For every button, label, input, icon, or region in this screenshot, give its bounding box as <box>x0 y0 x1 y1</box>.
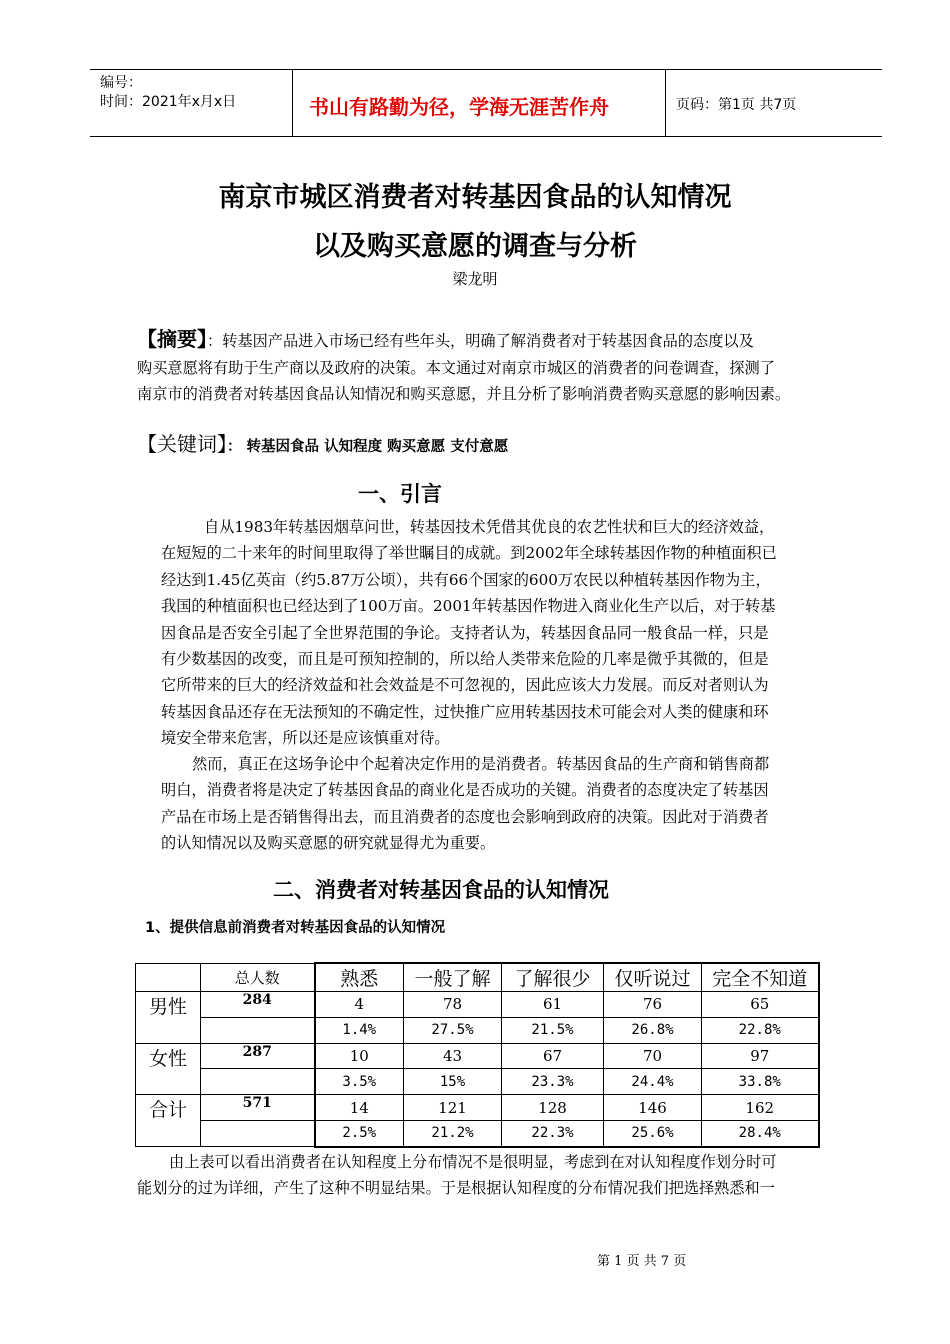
count-cell: 162 <box>702 1095 819 1121</box>
header-number-label: 编号： <box>100 75 142 91</box>
count-cell: 128 <box>502 1095 604 1121</box>
table-header-cell: 仅听说过 <box>604 963 702 992</box>
table-header-cell: 完全不知道 <box>702 963 819 992</box>
percent-cell: 22.8% <box>702 1017 819 1043</box>
header-divider-2 <box>665 69 666 136</box>
percent-cell: 15% <box>404 1069 502 1095</box>
abstract-block <box>137 326 790 408</box>
after-table-line: 由上表可以看出消费者在认知程度上分布情况不是很明显，考虑到在对认知程度作划分时可 <box>169 1153 777 1171</box>
percent-cell: 3.5% <box>315 1069 404 1095</box>
count-cell: 67 <box>502 1043 604 1069</box>
p1-line: 在短短的二十来年的时间里取得了举世瞩目的成就。到2002年全球转基因作物的种植面积已 <box>161 544 777 563</box>
table-header-cell: 总人数 <box>201 963 315 992</box>
p1-line: 有少数基因的改变，而且是可预知控制的，所以给人类带来危险的几率是微乎其微的，但是 <box>161 650 769 669</box>
p1-line: 转基因食品还存在无法预知的不确定性，过快推广应用转基因技术可能会对人类的健康和环 <box>161 702 769 721</box>
count-cell: 121 <box>404 1095 502 1121</box>
table-header-cell: 了解很少 <box>502 963 604 992</box>
table-row <box>136 1095 819 1121</box>
table-row <box>136 1069 819 1095</box>
percent-cell: 28.4% <box>702 1120 819 1146</box>
header-bottom-rule <box>90 136 882 137</box>
count-cell: 14 <box>315 1095 404 1121</box>
p1-line: 我国的种植面积也已经达到了100万亩。2001年转基因作物进入商业化生产以后，对于转基 <box>161 597 776 616</box>
p1-line: 它所带来的巨大的经济效益和社会效益是不可忽视的，因此应该大力发展。而反对者则认为 <box>161 676 769 695</box>
awareness-table <box>135 962 820 1148</box>
count-cell: 4 <box>315 992 404 1018</box>
abstract-line-2: 购买意愿将有助于生产商以及政府的决策。本文通过对南京市城区的消费者的问卷调查，探测了 <box>137 359 775 377</box>
header-time-label: 时间：2021年x月x日 <box>100 94 237 110</box>
count-cell: 78 <box>404 992 502 1018</box>
count-cell: 43 <box>404 1043 502 1069</box>
empty-cell <box>201 1120 315 1146</box>
keywords-label: 【关键词】 <box>137 432 227 456</box>
table-row <box>136 992 819 1018</box>
row-label: 男性 <box>136 992 201 1044</box>
keywords-text: ： 转基因食品 认知程度 购买意愿 支付意愿 <box>227 439 509 455</box>
count-cell: 146 <box>604 1095 702 1121</box>
row-label: 女性 <box>136 1043 201 1095</box>
abstract-line-3: 南京市的消费者对转基因食品认知情况和购买意愿，并且分析了影响消费者购买意愿的影响因素。 <box>137 385 791 404</box>
p2-line: 的认知情况以及购买意愿的研究就显得尤为重要。 <box>161 834 496 853</box>
page-title-line-1: 南京市城区消费者对转基因食品的认知情况 <box>218 182 732 213</box>
header-motto: 书山有路勤为径，学海无涯苦作舟 <box>309 95 609 119</box>
table-row <box>136 1017 819 1043</box>
keywords-block <box>137 428 508 457</box>
table-header-cell: 一般了解 <box>404 963 502 992</box>
header-top-rule <box>90 69 882 70</box>
count-cell: 97 <box>702 1043 819 1069</box>
after-table-paragraph <box>137 1149 857 1202</box>
table-row <box>136 1120 819 1146</box>
p1-line: 自从1983年转基因烟草问世，转基因技术凭借其优良的农艺性状和巨大的经济效益， <box>204 518 775 536</box>
page-footer: 第 1 页 共 7 页 <box>597 1254 687 1269</box>
percent-cell: 21.2% <box>404 1120 502 1146</box>
section-heading-intro: 一、引言 <box>358 482 442 506</box>
table-header-row <box>136 963 819 992</box>
percent-cell: 22.3% <box>502 1120 604 1146</box>
percent-cell: 21.5% <box>502 1017 604 1043</box>
empty-cell <box>201 1017 315 1043</box>
total-cell: 571 <box>201 1095 315 1121</box>
percent-cell: 24.4% <box>604 1069 702 1095</box>
percent-cell: 1.4% <box>315 1017 404 1043</box>
intro-paragraph-1 <box>161 514 861 752</box>
intro-paragraph-2 <box>161 751 861 857</box>
percent-cell: 23.3% <box>502 1069 604 1095</box>
p2-line: 然而，真正在这场争论中个起着决定作用的是消费者。转基因食品的生产商和销售商都 <box>192 755 770 773</box>
p2-line: 明白，消费者将是决定了转基因食品的商业化是否成功的关键。消费者的态度决定了转基因 <box>161 781 769 800</box>
count-cell: 70 <box>604 1043 702 1069</box>
table-header-cell <box>136 963 201 992</box>
count-cell: 76 <box>604 992 702 1018</box>
table-row <box>136 1043 819 1069</box>
percent-cell: 25.6% <box>604 1120 702 1146</box>
p2-line: 产品在市场上是否销售得出去，而且消费者的态度也会影响到政府的决策。因此对于消费者 <box>161 807 769 826</box>
empty-cell <box>201 1069 315 1095</box>
abstract-line-1: ：转基因产品进入市场已经有些年头，明确了解消费者对于转基因食品的态度以及 <box>207 332 754 350</box>
page-title-line-2: 以及购买意愿的调查与分析 <box>313 231 637 262</box>
p1-line: 经达到1.45亿英亩（约5.87万公顷），共有66个国家的600万农民以种植转基因作物为主， <box>161 570 771 589</box>
percent-cell: 2.5% <box>315 1120 404 1146</box>
percent-cell: 33.8% <box>702 1069 819 1095</box>
percent-cell: 27.5% <box>404 1017 502 1043</box>
subsection-heading: 1、提供信息前消费者对转基因食品的认知情况 <box>145 920 446 936</box>
count-cell: 10 <box>315 1043 404 1069</box>
header-divider-1 <box>292 69 293 136</box>
count-cell: 65 <box>702 992 819 1018</box>
section-heading-awareness: 二、消费者对转基因食品的认知情况 <box>273 878 609 902</box>
count-cell: 61 <box>502 992 604 1018</box>
abstract-label: 【摘要】 <box>137 327 207 351</box>
total-cell: 284 <box>201 992 315 1018</box>
table-header-cell: 熟悉 <box>315 963 404 992</box>
p1-line: 因食品是否安全引起了全世界范围的争论。支持者认为，转基因食品同一般食品一样，只是 <box>161 623 769 642</box>
p1-line: 境安全带来危害，所以还是应该慎重对待。 <box>161 729 450 748</box>
header-page-info: 页码：第1页 共7页 <box>676 97 797 113</box>
author-name: 梁龙明 <box>452 270 498 288</box>
total-cell: 287 <box>201 1043 315 1069</box>
after-table-line: 能划分的过为详细，产生了这种不明显结果。于是根据认知程度的分布情况我们把选择熟悉和一 <box>137 1179 775 1198</box>
percent-cell: 26.8% <box>604 1017 702 1043</box>
row-label: 合计 <box>136 1095 201 1147</box>
